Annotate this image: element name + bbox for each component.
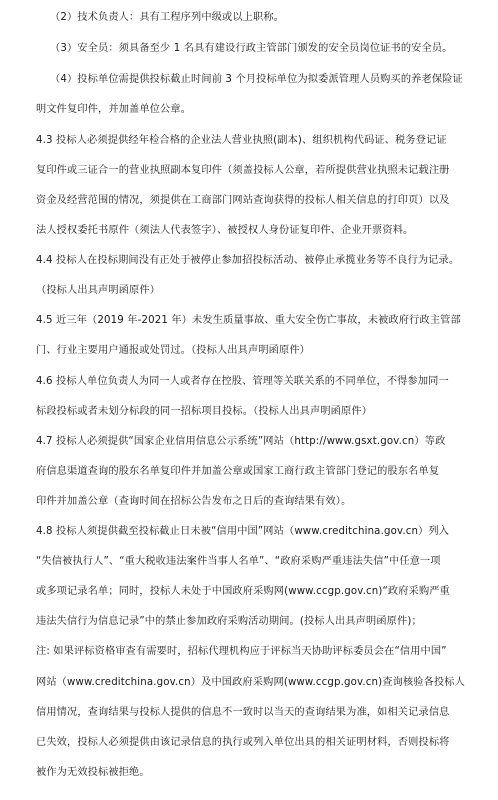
clause-4-4-line-2: （投标人出具声明函原件） — [36, 285, 161, 296]
pension-proof-line-2: 明文件复印件，并加盖单位公章。 — [36, 104, 192, 115]
clause-4-5-line-1: 4.5 近三年（2019 年-2021 年）未发生质量事故、重大安全伤亡事故，未被政府行政主管部 — [36, 315, 461, 326]
clause-4-7-line-3: 印件并加盖公章（查询时间在招标公告发布之日后的查询结果有效）。 — [36, 496, 352, 507]
note-line-1: 注: 如果评标资格审查有需要时，招标代理机构应于评标当天协助评标委员会在“信用中国” — [36, 646, 447, 657]
pension-proof-line-1: （4）投标单位需提供投标截止时间前 3 个月投标单位为拟委派管理人员购买的养老保险证 — [50, 74, 463, 85]
clause-4-8-line-3: 或多项记录名单；同时，投标人未处于中国政府采购网(www.ccgp.gov.cn)“政府采购严重 — [36, 586, 450, 597]
clause-4-3-line-1: 4.3 投标人必须提供经年检合格的企业法人营业执照(副本)、组织机构代码证、税务登记证 — [36, 135, 447, 146]
clause-4-4-line-1: 4.4 投标人在投标期间没有正处于被停止参加招投标活动、被停止承揽业务等不良行为记录。 — [36, 255, 460, 266]
clause-4-3-line-2: 复印件或三证合一的营业执照副本复印件（须盖投标人公章，若所提供营业执照未记载注册 — [36, 165, 450, 176]
clause-4-8-line-2: “失信被执行人”、“重大税收违法案件当事人名单”、“政府采购严重违法失信”中任意一项 — [36, 556, 441, 567]
clause-4-6-line-1: 4.6 投标人单位负责人为同一人或者存在控股、管理等关联关系的不同单位，不得参加同一 — [36, 376, 449, 387]
note-line-4: 已失效，投标人必须提供由该记录信息的执行或列入单位出具的相关证明材料，否则投标将 — [36, 737, 450, 748]
safety-officer-requirement: （3）安全员：须具备至少 1 名具有建设行政主管部门颁发的安全员岗位证书的安全员。 — [50, 43, 453, 54]
note-line-5: 被作为无效投标被拒绝。 — [36, 767, 150, 778]
clause-4-8-line-1: 4.8 投标人须提供截至投标截止日未被“信用中国”网站（www.creditchina.gov.cn）列入 — [36, 526, 450, 537]
clause-4-3-line-4: 法人授权委托书原件（须法人代表签字）、被授权人身份证复印件、企业开票资料。 — [36, 225, 414, 236]
clause-4-3-line-3: 资金及经营范围的情况，须提供在工商部门网站查询获得的投标人相关信息的打印页）以及 — [36, 195, 450, 206]
tech-lead-requirement: （2）技术负责人：具有工程序列中级或以上职称。 — [50, 12, 285, 23]
clause-4-7-line-2: 府信息渠道查询的股东名单复印件并加盖公章或国家工商行政主管部门登记的股东名单复 — [36, 466, 440, 477]
note-line-2: 网站（www.creditchina.gov.cn）及中国政府采购网(www.ccgp.gov.cn)查询核验各投标人 — [36, 677, 465, 688]
clause-4-6-line-2: 标段投标或者未划分标段的同一招标项目投标。（投标人出具声明函原件） — [36, 406, 373, 417]
note-line-3: 信用情况，查询结果与投标人提供的信息不一致时以当天的查询结果为准，如相关记录信息 — [36, 707, 450, 718]
clause-4-7-line-1: 4.7 投标人必须提供“国家企业信用信息公示系统”网站（http://www.gsxt.gov.cn）等政 — [36, 436, 446, 447]
clause-4-8-line-4: 违法失信行为信息记录”中的禁止参加政府采购活动期间。(投标人出具声明函原件)； — [36, 616, 422, 627]
clause-4-5-line-2: 门、行业主要用户通报或处罚过。（投标人出具声明函原件） — [36, 345, 311, 356]
